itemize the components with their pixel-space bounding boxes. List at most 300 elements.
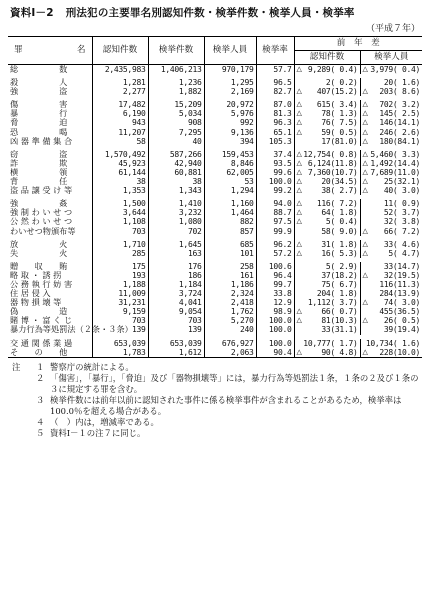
- cell-rate: 65.1: [256, 128, 294, 137]
- decrease-mark: △: [296, 177, 302, 186]
- cell-arrested: 161: [204, 271, 256, 280]
- footnote-item: [8, 417, 422, 428]
- diff-value: 75( 6.7): [321, 279, 358, 289]
- table-row: [8, 100, 422, 109]
- diff-value: 455(36.5): [379, 307, 421, 317]
- cell-arrested: 9,136: [204, 128, 256, 137]
- cell-rate: 100.0: [256, 339, 294, 348]
- cell-recognized: 1,500: [92, 199, 148, 208]
- cell-prev-recognized: [294, 289, 360, 298]
- cell-recognized: 1,188: [92, 280, 148, 289]
- decrease-mark: △: [362, 65, 368, 73]
- cell-crime-name: 窃 盗: [8, 150, 92, 159]
- cell-rate: 81.3: [256, 109, 294, 118]
- cell-recognized: 1,353: [92, 186, 148, 195]
- cell-arrested: 1,762: [204, 307, 256, 316]
- diff-value: 66( 0.7): [321, 307, 358, 317]
- cell-prev-recognized: [294, 177, 360, 186]
- diff-value: 74( 3.0): [383, 298, 421, 308]
- cell-prev-recognized: [294, 316, 360, 325]
- footnotes: [8, 362, 422, 439]
- cell-recognized: 3,644: [92, 208, 148, 217]
- cell-cleared: 5,034: [148, 109, 204, 118]
- cell-arrested: 676,927: [204, 339, 256, 348]
- diff-value: 59( 0.5): [321, 127, 358, 137]
- diff-value: 5( 0.4): [325, 217, 358, 227]
- cell-arrested: 1,160: [204, 199, 256, 208]
- decrease-mark: △: [362, 316, 368, 325]
- decrease-mark: △: [362, 127, 368, 136]
- cell-rate: 12.9: [256, 298, 294, 307]
- cell-rate: 100.0: [256, 316, 294, 325]
- diff-value: 26( 0.5): [383, 316, 421, 326]
- header-recognized: 認知件数: [92, 37, 148, 65]
- cell-recognized: 943: [92, 118, 148, 127]
- cell-crime-name: 強 制 わ い せ つ: [8, 208, 92, 217]
- footnote-text: 検挙件数には前年以前に認知された事件に係る検挙事件が含まれることがあるため，検挙率は100.0％を超える場合がある。: [50, 394, 402, 416]
- table-row: [8, 168, 422, 177]
- diff-value: 10,777( 1.7): [303, 338, 358, 348]
- cell-cleared: 15,209: [148, 100, 204, 109]
- diff-value: 7,360(10.7): [307, 167, 358, 177]
- footnote-num: ３: [36, 394, 45, 405]
- footnote-label: 注: [12, 361, 21, 372]
- table-row: [8, 298, 422, 307]
- diff-value: 20( 1.6): [383, 78, 421, 88]
- cell-rate: 87.0: [256, 100, 294, 109]
- cell-prev-arrested: [360, 348, 422, 358]
- diff-value: 145( 2.5): [379, 109, 421, 119]
- footnote-item: [8, 428, 422, 439]
- header-prev-arrested: 検挙人員: [360, 51, 422, 65]
- cell-prev-arrested: [360, 87, 422, 96]
- diff-value: 3,979( 0.4): [370, 65, 421, 74]
- cell-prev-recognized: [294, 109, 360, 118]
- cell-prev-arrested: [360, 262, 422, 271]
- cell-arrested: 53: [204, 177, 256, 186]
- cell-arrested: 240: [204, 325, 256, 334]
- diff-value: 38( 2.7): [321, 186, 358, 196]
- cell-recognized: 2,277: [92, 87, 148, 96]
- decrease-mark: △: [362, 149, 368, 158]
- cell-cleared: 653,039: [148, 339, 204, 348]
- cell-rate: 97.5: [256, 217, 294, 226]
- diff-value: 66( 7.2): [383, 226, 421, 236]
- cell-prev-recognized: [294, 240, 360, 249]
- cell-rate: 96.3: [256, 118, 294, 127]
- cell-rate: 99.9: [256, 227, 294, 236]
- cell-crime-name: 賭 博 ・ 富 く じ: [8, 316, 92, 325]
- decrease-mark: △: [362, 100, 368, 109]
- cell-cleared: 139: [148, 325, 204, 334]
- cell-rate: 96.5: [256, 78, 294, 87]
- decrease-mark: △: [296, 239, 302, 248]
- cell-crime-name: 詐 欺: [8, 159, 92, 168]
- cell-prev-arrested: [360, 316, 422, 325]
- cell-rate: 99.2: [256, 186, 294, 195]
- cell-prev-arrested: [360, 159, 422, 168]
- cell-crime-name: そ の 他: [8, 348, 92, 358]
- decrease-mark: △: [362, 186, 368, 195]
- decrease-mark: △: [296, 118, 302, 127]
- cell-arrested: 970,179: [204, 65, 256, 75]
- cell-prev-arrested: [360, 128, 422, 137]
- cell-recognized: 17,482: [92, 100, 148, 109]
- diff-value: 16( 5.3): [321, 248, 358, 258]
- cell-prev-recognized: [294, 307, 360, 316]
- cell-prev-arrested: [360, 177, 422, 186]
- cell-rate: 100.0: [256, 325, 294, 334]
- diff-value: 58( 9.0): [321, 226, 358, 236]
- footnote-item: [8, 373, 422, 395]
- diff-value: 6,124(11.8): [307, 158, 358, 168]
- cell-cleared: 4,041: [148, 298, 204, 307]
- diff-value: 7,689(11.0): [370, 167, 421, 177]
- diff-value: 204( 1.8): [316, 289, 358, 299]
- diff-value: 64( 1.8): [321, 208, 358, 218]
- cell-prev-arrested: [360, 168, 422, 177]
- cell-rate: 99.7: [256, 280, 294, 289]
- diff-value: 25(32.1): [383, 177, 421, 187]
- cell-arrested: 2,418: [204, 298, 256, 307]
- cell-crime-name: 背 任: [8, 177, 92, 186]
- cell-rate: 99.6: [256, 168, 294, 177]
- cell-prev-arrested: [360, 217, 422, 226]
- diff-value: 146(14.1): [379, 118, 421, 128]
- cell-recognized: 11,207: [92, 128, 148, 137]
- cell-arrested: 1,295: [204, 78, 256, 87]
- cell-arrested: 2,169: [204, 87, 256, 96]
- cell-prev-recognized: [294, 249, 360, 258]
- decrease-mark: △: [362, 270, 368, 279]
- decrease-mark: △: [362, 239, 368, 248]
- cell-crime-name: 強 姦: [8, 199, 92, 208]
- header-prev-recognized: 認知件数: [294, 51, 360, 65]
- cell-recognized: 653,039: [92, 339, 148, 348]
- cell-crime-name: 総 数: [8, 65, 92, 75]
- table-row: [8, 348, 422, 358]
- cell-arrested: 2,063: [204, 348, 256, 358]
- cell-crime-name: 恐 喝: [8, 128, 92, 137]
- diff-value: 2( 0.2): [325, 78, 358, 88]
- cell-rate: 90.4: [256, 348, 294, 358]
- cell-arrested: 159,453: [204, 150, 256, 159]
- cell-crime-name: 贈 収 賄: [8, 262, 92, 271]
- cell-crime-name: 横 領: [8, 168, 92, 177]
- page-title: [8, 5, 422, 20]
- cell-rate: 57.2: [256, 249, 294, 258]
- cell-crime-name: 盗 品 譲 受 け 等: [8, 186, 92, 195]
- diff-value: 33(14.7): [383, 261, 421, 271]
- cell-crime-name: 略 取 ・ 誘 拐: [8, 271, 92, 280]
- cell-prev-arrested: [360, 186, 422, 195]
- diff-value: 203( 8.6): [379, 87, 421, 97]
- cell-crime-name: 傷 害: [8, 100, 92, 109]
- cell-cleared: 9,054: [148, 307, 204, 316]
- table-row: [8, 325, 422, 334]
- decrease-mark: △: [296, 316, 302, 325]
- cell-crime-name: 交 通 関 係 業 過: [8, 339, 92, 348]
- cell-cleared: 1,184: [148, 280, 204, 289]
- cell-prev-arrested: [360, 289, 422, 298]
- cell-prev-arrested: [360, 65, 422, 75]
- cell-rate: 82.7: [256, 87, 294, 96]
- diff-value: 20(34.5): [321, 177, 358, 187]
- decrease-mark: △: [362, 118, 368, 127]
- cell-recognized: 1,783: [92, 348, 148, 358]
- cell-prev-arrested: [360, 298, 422, 307]
- cell-cleared: 1,612: [148, 348, 204, 358]
- cell-rate: 37.4: [256, 150, 294, 159]
- table-row: [8, 280, 422, 289]
- table-row: [8, 137, 422, 146]
- cell-recognized: 1,108: [92, 217, 148, 226]
- diff-value: 11( 0.9): [383, 199, 421, 209]
- cell-prev-arrested: [360, 78, 422, 87]
- cell-arrested: 1,464: [204, 208, 256, 217]
- cell-cleared: 186: [148, 271, 204, 280]
- cell-prev-arrested: [360, 109, 422, 118]
- cell-crime-name: わいせつ物頒布等: [8, 227, 92, 236]
- decrease-mark: △: [362, 167, 368, 176]
- cell-prev-recognized: [294, 137, 360, 146]
- cell-recognized: 9,159: [92, 307, 148, 316]
- cell-arrested: 62,005: [204, 168, 256, 177]
- cell-prev-recognized: [294, 271, 360, 280]
- cell-cleared: 7,295: [148, 128, 204, 137]
- cell-arrested: 20,972: [204, 100, 256, 109]
- cell-cleared: 60,881: [148, 168, 204, 177]
- diff-value: 81(10.3): [321, 316, 358, 326]
- decrease-mark: △: [362, 298, 368, 307]
- header-clearance-rate: 検挙率: [256, 37, 294, 65]
- decrease-mark: △: [296, 248, 302, 257]
- cell-recognized: 193: [92, 271, 148, 280]
- cell-recognized: 58: [92, 137, 148, 146]
- decrease-mark: △: [362, 158, 368, 167]
- decrease-mark: △: [296, 127, 302, 136]
- diff-value: 5( 4.7): [388, 248, 421, 258]
- cell-crime-name: 放 火: [8, 240, 92, 249]
- decrease-mark: △: [296, 65, 302, 73]
- cell-crime-name: 公 然 わ い せ つ: [8, 217, 92, 226]
- cell-crime-name: 暴 行: [8, 109, 92, 118]
- cell-prev-arrested: [360, 280, 422, 289]
- cell-recognized: 703: [92, 316, 148, 325]
- table-body: [8, 65, 422, 358]
- diff-value: 52( 3.7): [383, 208, 421, 218]
- cell-arrested: 1,186: [204, 280, 256, 289]
- decrease-mark: △: [296, 109, 302, 118]
- footnote-num: ４: [36, 416, 45, 427]
- cell-recognized: 1,570,492: [92, 150, 148, 159]
- decrease-mark: △: [296, 208, 302, 217]
- cell-cleared: 163: [148, 249, 204, 258]
- table-row: [8, 240, 422, 249]
- table-row: [8, 289, 422, 298]
- era-label: （平成７年）: [365, 24, 420, 34]
- cell-prev-recognized: [294, 227, 360, 236]
- cell-crime-name: 殺 人: [8, 78, 92, 87]
- table-row: [8, 262, 422, 271]
- cell-prev-recognized: [294, 159, 360, 168]
- diff-value: 39(19.4): [383, 325, 421, 335]
- cell-prev-arrested: [360, 227, 422, 236]
- diff-value: 40( 3.0): [383, 186, 421, 196]
- cell-rate: 57.7: [256, 65, 294, 75]
- diff-value: 180(84.1): [379, 136, 421, 146]
- header-cleared-cases: 検挙件数: [148, 37, 204, 65]
- cell-recognized: 6,190: [92, 109, 148, 118]
- cell-prev-recognized: [294, 100, 360, 109]
- cell-prev-arrested: [360, 150, 422, 159]
- table-row: [8, 150, 422, 159]
- cell-prev-recognized: [294, 150, 360, 159]
- footnote-text: 警察庁の統計による。: [50, 361, 134, 372]
- title-ref: 資料Ⅰ－2: [10, 7, 54, 19]
- footnote-label: [8, 373, 36, 395]
- cell-prev-arrested: [360, 240, 422, 249]
- cell-crime-name: 暴力行為等処罰法（２条・３条）: [10, 324, 133, 335]
- decrease-mark: △: [362, 136, 368, 145]
- crime-statistics-table: [8, 36, 422, 358]
- cell-cleared: 1,882: [148, 87, 204, 96]
- title-text: 刑法犯の主要罪名別認知件数・検挙件数・検挙人員・検挙率: [65, 7, 355, 19]
- diff-value: 116( 7.2): [316, 199, 358, 209]
- table-row: [8, 87, 422, 96]
- footnote-item: [8, 362, 422, 373]
- cell-recognized: 2,435,983: [92, 65, 148, 75]
- cell-cleared: 1,343: [148, 186, 204, 195]
- cell-cleared: 42,940: [148, 159, 204, 168]
- diff-value: 90( 4.8): [321, 347, 358, 357]
- cell-prev-arrested: [360, 271, 422, 280]
- footnote-label: [8, 428, 36, 439]
- cell-crime-name: 失 火: [8, 249, 92, 258]
- table-row: [8, 118, 422, 127]
- footnote-label: [8, 395, 36, 417]
- table-row: [8, 249, 422, 258]
- diff-value: 32(19.5): [383, 270, 421, 280]
- cell-recognized: 45,923: [92, 159, 148, 168]
- cell-crime-name: 脅 迫: [8, 118, 92, 127]
- cell-prev-recognized: [294, 128, 360, 137]
- cell-recognized: 175: [92, 262, 148, 271]
- decrease-mark: △: [296, 186, 302, 195]
- cell-prev-recognized: [294, 199, 360, 208]
- decrease-mark: △: [296, 347, 302, 356]
- diff-value: 33(31.1): [321, 325, 358, 335]
- decrease-mark: △: [296, 149, 302, 158]
- cell-rate: 94.0: [256, 199, 294, 208]
- cell-arrested: 258: [204, 262, 256, 271]
- cell-recognized: 139: [92, 325, 148, 334]
- diff-value: 37(18.2): [321, 270, 358, 280]
- cell-crime-name: 偽 造: [8, 307, 92, 316]
- cell-recognized: 61,144: [92, 168, 148, 177]
- cell-arrested: 5,976: [204, 109, 256, 118]
- cell-cleared: 702: [148, 227, 204, 236]
- diff-value: 9,289( 0.4): [307, 65, 358, 74]
- cell-arrested: 8,846: [204, 159, 256, 168]
- cell-arrested: 857: [204, 227, 256, 236]
- diff-value: 32( 3.8): [383, 217, 421, 227]
- diff-value: 10,734( 1.6): [365, 338, 421, 348]
- cell-arrested: 1,294: [204, 186, 256, 195]
- cell-cleared: 908: [148, 118, 204, 127]
- diff-value: 12,754( 0.8): [303, 149, 358, 159]
- diff-value: 284(13.9): [379, 289, 421, 299]
- table-row: [8, 109, 422, 118]
- cell-prev-recognized: [294, 186, 360, 195]
- cell-prev-recognized: [294, 78, 360, 87]
- cell-prev-arrested: [360, 249, 422, 258]
- diff-value: 78( 1.3): [321, 109, 358, 119]
- cell-cleared: 40: [148, 137, 204, 146]
- cell-prev-arrested: [360, 325, 422, 334]
- cell-rate: 96.2: [256, 240, 294, 249]
- cell-arrested: 992: [204, 118, 256, 127]
- footnote-item: [8, 395, 422, 417]
- cell-cleared: 1,236: [148, 78, 204, 87]
- header-prev-diff: 前 年 差: [294, 37, 422, 51]
- cell-cleared: 1,080: [148, 217, 204, 226]
- cell-cleared: 587,266: [148, 150, 204, 159]
- cell-crime-name: 凶 器 準 備 集 合: [8, 137, 92, 146]
- diff-value: 702( 3.2): [379, 100, 421, 110]
- cell-crime-name: 住 居 侵 入: [8, 289, 92, 298]
- cell-arrested: 101: [204, 249, 256, 258]
- cell-crime-name: 公 務 執 行 妨 害: [8, 280, 92, 289]
- decrease-mark: △: [362, 226, 368, 235]
- cell-recognized: 1,710: [92, 240, 148, 249]
- header-arrested: 検挙人員: [204, 37, 256, 65]
- header-category: 罪 名: [8, 37, 92, 65]
- decrease-mark: △: [362, 248, 368, 257]
- footnote-text: 資料Ⅰ－１の注７に同じ。: [50, 427, 146, 438]
- decrease-mark: △: [296, 199, 302, 208]
- decrease-mark: △: [296, 167, 302, 176]
- table-row: [8, 227, 422, 236]
- cell-prev-recognized: [294, 262, 360, 271]
- table-row: [8, 186, 422, 195]
- cell-rate: 105.3: [256, 137, 294, 146]
- diff-value: 407(15.2): [316, 87, 358, 97]
- cell-cleared: 3,232: [148, 208, 204, 217]
- cell-prev-arrested: [360, 307, 422, 316]
- cell-cleared: 1,645: [148, 240, 204, 249]
- diff-value: 17(81.0): [321, 136, 358, 146]
- document-page: [8, 5, 422, 439]
- decrease-mark: △: [296, 158, 302, 167]
- cell-crime-name: 器 物 損 壊 等: [8, 298, 92, 307]
- cell-cleared: 38: [148, 177, 204, 186]
- diff-value: 615( 3.4): [316, 100, 358, 110]
- cell-recognized: 11,009: [92, 289, 148, 298]
- cell-prev-recognized: [294, 325, 360, 334]
- cell-recognized: 31,231: [92, 298, 148, 307]
- cell-prev-recognized: [294, 118, 360, 127]
- cell-prev-recognized: [294, 65, 360, 75]
- cell-prev-recognized: [294, 348, 360, 358]
- cell-rate: 96.4: [256, 271, 294, 280]
- cell-prev-arrested: [360, 137, 422, 146]
- decrease-mark: △: [296, 100, 302, 109]
- cell-recognized: 1,281: [92, 78, 148, 87]
- cell-cleared: 3,724: [148, 289, 204, 298]
- cell-arrested: 394: [204, 137, 256, 146]
- footnote-label: [8, 417, 36, 428]
